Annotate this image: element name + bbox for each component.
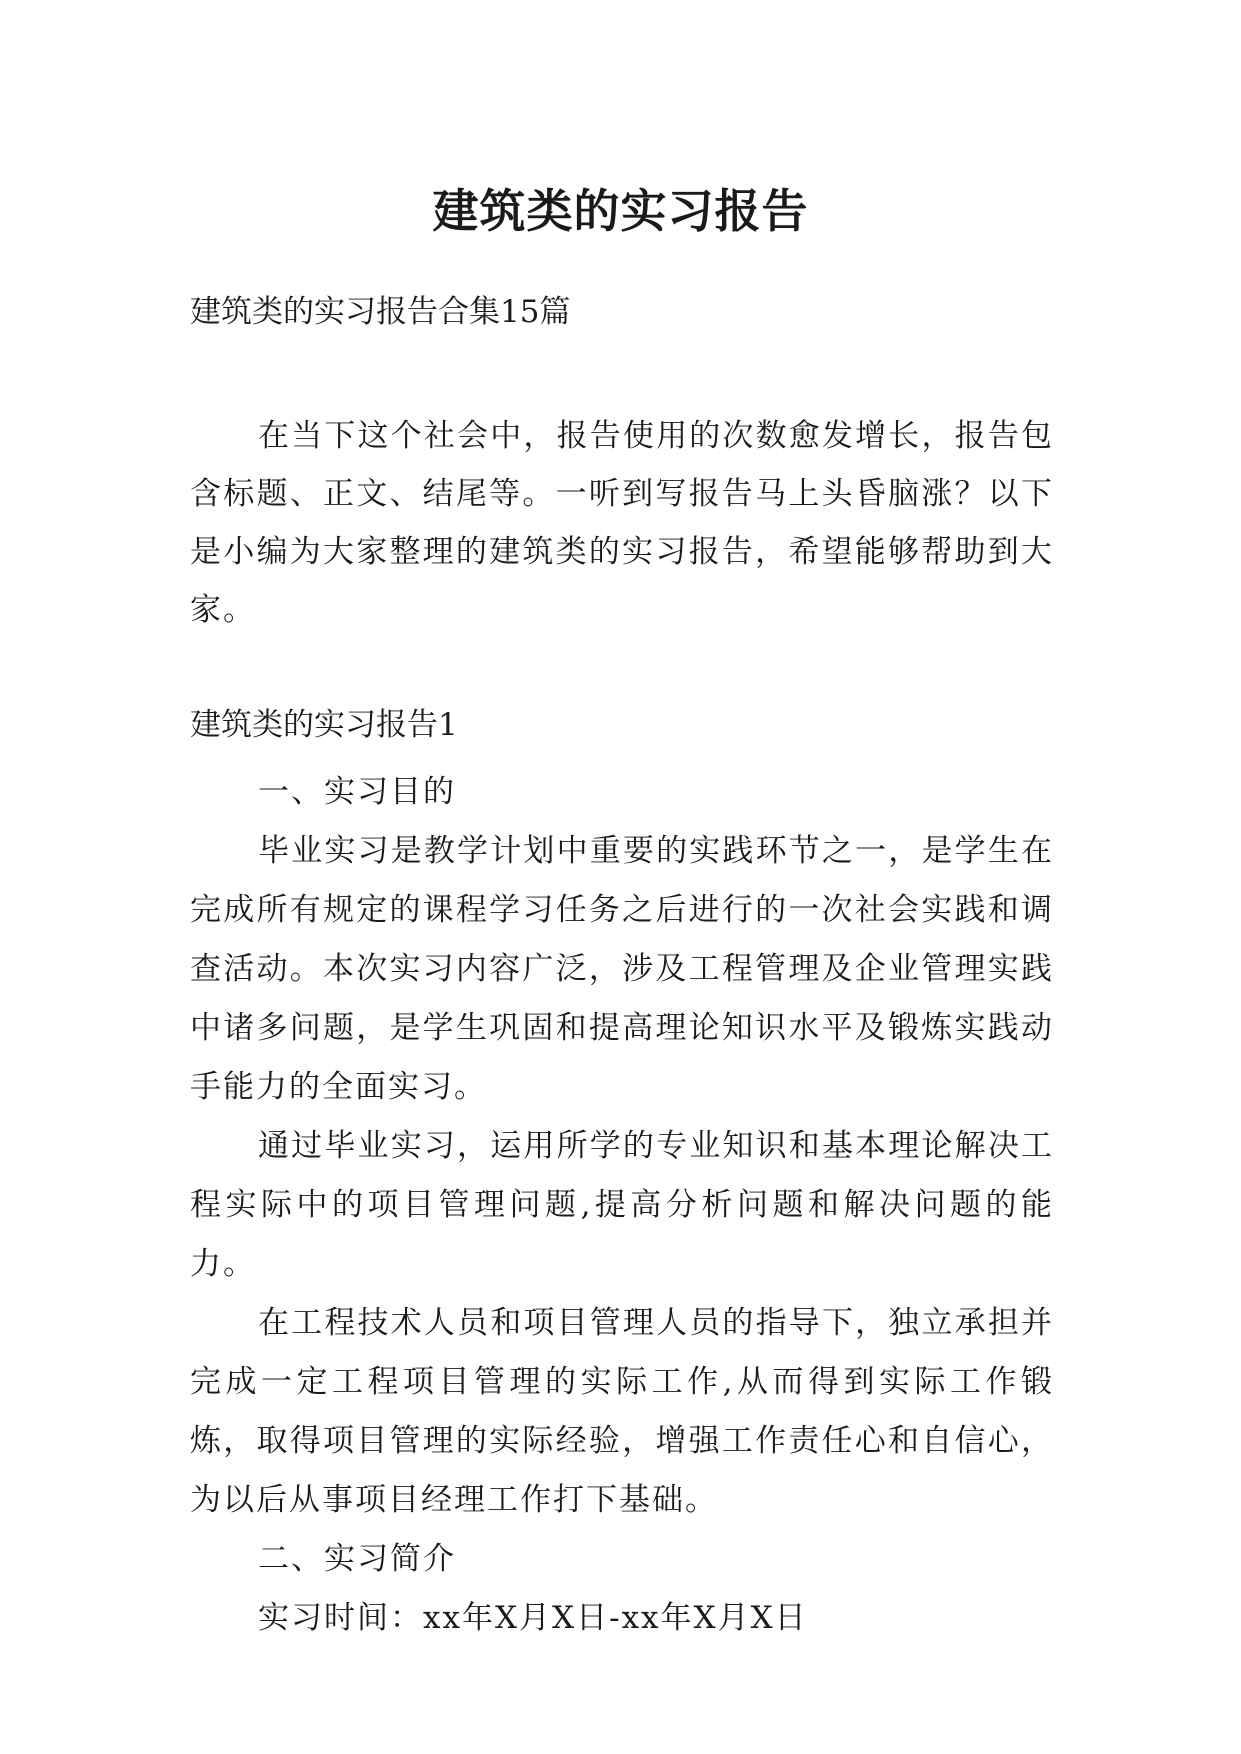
intro-paragraph: 在当下这个社会中，报告使用的次数愈发增长，报告包含标题、正文、结尾等。一听到写报告马上头昏脑涨？以下是小编为大家整理的建筑类的实习报告，希望能够帮助到大家。 <box>190 418 1054 628</box>
body-paragraph: 在工程技术人员和项目管理人员的指导下，独立承担并完成一定工程项目管理的实际工作,从而得到实际工作锻炼，取得项目管理的实际经验，增强工作责任心和自信心，为以后从事项目经理工作打下基础。 <box>190 1305 1054 1518</box>
body-paragraph: 毕业实习是教学计划中重要的实践环节之一，是学生在完成所有规定的课程学习任务之后进行的一次社会实践和调查活动。本次实习内容广泛，涉及工程管理及企业管理实践中诸多问题，是学生巩固和提高理论知识水平及锻炼实践动手能力的全面实习。 <box>190 833 1054 1105</box>
section-report-1 <box>190 705 1054 1648</box>
section-title: 建筑类的实习报告1 <box>190 707 458 743</box>
body-paragraph: 通过毕业实习，运用所学的专业知识和基本理论解决工程实际中的项目管理问题,提高分析问题和解决问题的能力。 <box>190 1128 1054 1282</box>
document-subtitle: 建筑类的实习报告合集15篇 <box>190 294 571 330</box>
heading-internship-intro: 二、实习简介 <box>258 1541 456 1577</box>
heading-internship-purpose: 一、实习目的 <box>258 774 456 810</box>
internship-time: 实习时间：xx年X月X日-xx年X月X日 <box>258 1600 808 1636</box>
document-title: 建筑类的实习报告 <box>432 183 809 238</box>
